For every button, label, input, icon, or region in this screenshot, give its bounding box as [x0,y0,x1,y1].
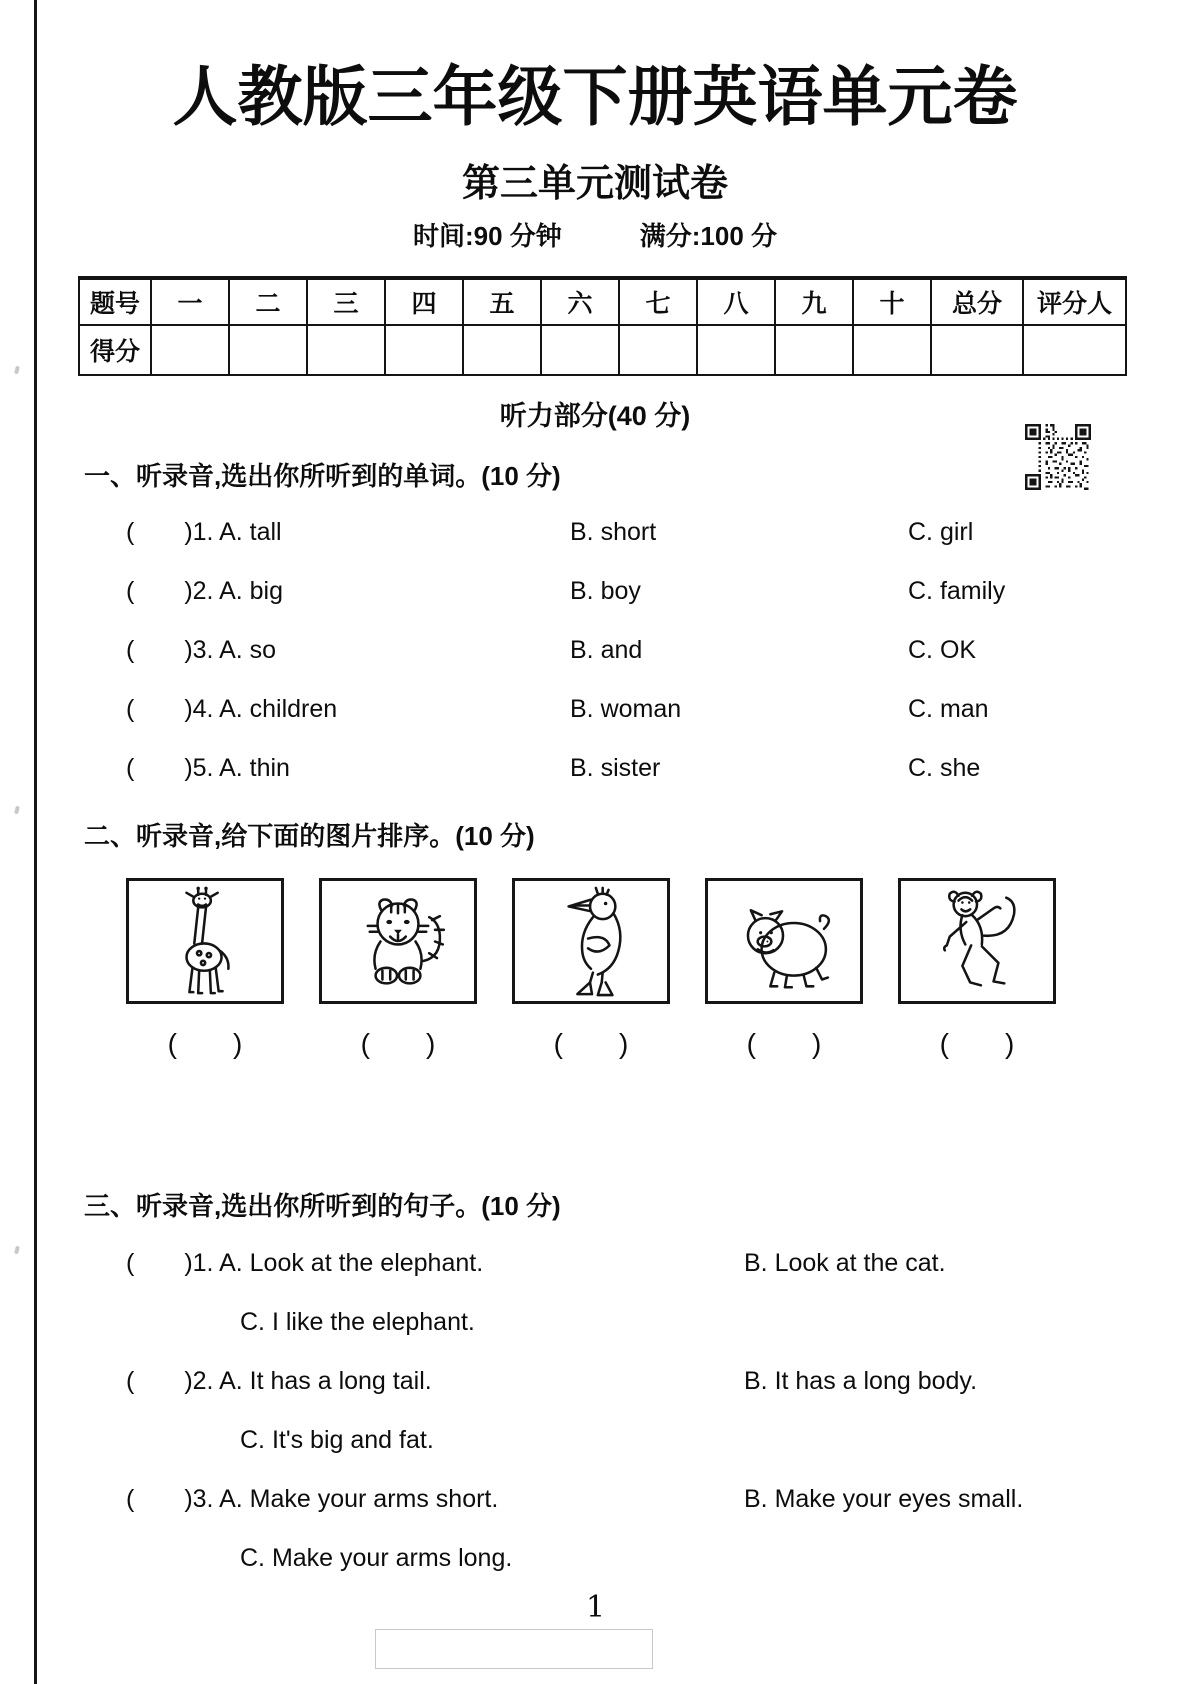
option-c: C. man [908,695,989,723]
score-table-header-cell: 二 [229,278,307,325]
part1-heading: 一、听录音,选出你所听到的单词。(10 分) [84,461,561,491]
answer-bracket: ( ) [939,1028,1015,1059]
question-row [126,755,1136,781]
answer-bracket: ( ) [553,1028,629,1059]
score-cell [307,325,385,375]
option-a: ( )3. A. so [126,636,277,664]
score-table-header-cell: 五 [463,278,541,325]
part1-items [126,519,1136,814]
page-number: 1 [585,1590,606,1625]
exam-info [60,216,1130,253]
full-score-info: 满分:100 分 [639,221,778,251]
option-b: B. sister [570,754,661,782]
score-table-header-cell: 八 [697,278,775,325]
score-cell [151,325,229,375]
answer-bracket: ( ) [360,1028,436,1059]
option-a: ( )1. A. Look at the elephant. [126,1249,484,1277]
question-row [126,1486,1136,1512]
score-cell [541,325,619,375]
score-cell [853,325,931,375]
score-cell [775,325,853,375]
page-title: 人教版三年级下册英语单元卷 [172,60,1018,133]
answer-bracket: ( ) [746,1028,822,1059]
question-row [126,696,1136,722]
score-cell [1023,325,1126,375]
scan-artifact [14,806,20,815]
qr-code [1025,424,1091,490]
option-a: ( )4. A. children [126,695,338,723]
question-row [126,1250,1136,1276]
option-b: B. Look at the cat. [744,1249,946,1277]
score-table-header-cell: 九 [775,278,853,325]
score-cell [229,325,307,375]
part3-heading: 三、听录音,选出你所听到的句子。(10 分) [84,1191,561,1221]
animal-image-box [319,878,477,1004]
animal-image-box [512,878,670,1004]
score-table-header-cell: 三 [307,278,385,325]
animal-image-box [126,878,284,1004]
giraffe-image [155,885,255,998]
option-a: ( )5. A. thin [126,754,290,782]
score-table-header-cell: 四 [385,278,463,325]
score-table-header-cell: 评分人 [1023,278,1126,325]
answer-bracket-row [126,1028,1056,1060]
score-table [78,276,1127,376]
score-row-label: 得分 [79,325,151,375]
option-b: B. It has a long body. [744,1367,978,1395]
page-margin-rule [34,0,37,1684]
option-c: C. OK [908,636,977,664]
option-c: C. Make your arms long. [240,1544,513,1572]
option-b: B. and [570,636,643,664]
option-b: B. boy [570,577,641,605]
option-a: ( )2. A. big [126,577,283,605]
score-table-header-cell: 一 [151,278,229,325]
animal-image-box [705,878,863,1004]
question-row [126,637,1136,663]
option-c: C. she [908,754,981,782]
part3-items [126,1250,1136,1604]
tiger-image [348,885,448,998]
duck-image [541,885,641,998]
score-cell [385,325,463,375]
monkey-image [927,885,1027,998]
page-subtitle: 第三单元测试卷 [461,163,728,205]
question-row [126,578,1136,604]
score-table-header-cell: 总分 [931,278,1023,325]
score-cell [697,325,775,375]
part2-heading: 二、听录音,给下面的图片排序。(10 分) [84,821,535,851]
option-a: ( )1. A. tall [126,518,282,546]
pig-image [734,885,834,998]
option-a: ( )2. A. It has a long tail. [126,1367,432,1395]
option-c: C. It's big and fat. [240,1426,434,1454]
option-c: C. girl [908,518,974,546]
score-table-header-cell: 七 [619,278,697,325]
score-table-header-cell: 十 [853,278,931,325]
scan-artifact [14,1246,20,1255]
option-c: C. I like the elephant. [240,1308,475,1336]
form-field[interactable] [375,1629,653,1669]
option-b: B. woman [570,695,682,723]
score-cell [931,325,1023,375]
time-info: 时间:90 分钟 [412,221,562,251]
question-row [126,1368,1136,1394]
score-table-header-cell: 题号 [79,278,151,325]
question-row [126,519,1136,545]
scan-artifact [14,366,20,375]
option-c: C. family [908,577,1006,605]
option-b: B. Make your eyes small. [744,1485,1024,1513]
score-cell [619,325,697,375]
score-table-header-cell: 六 [541,278,619,325]
animal-image-row [126,878,1056,1004]
score-cell [463,325,541,375]
answer-bracket: ( ) [167,1028,243,1059]
listening-section-title: 听力部分(40 分) [499,401,691,431]
animal-image-box [898,878,1056,1004]
option-b: B. short [570,518,657,546]
option-a: ( )3. A. Make your arms short. [126,1485,499,1513]
